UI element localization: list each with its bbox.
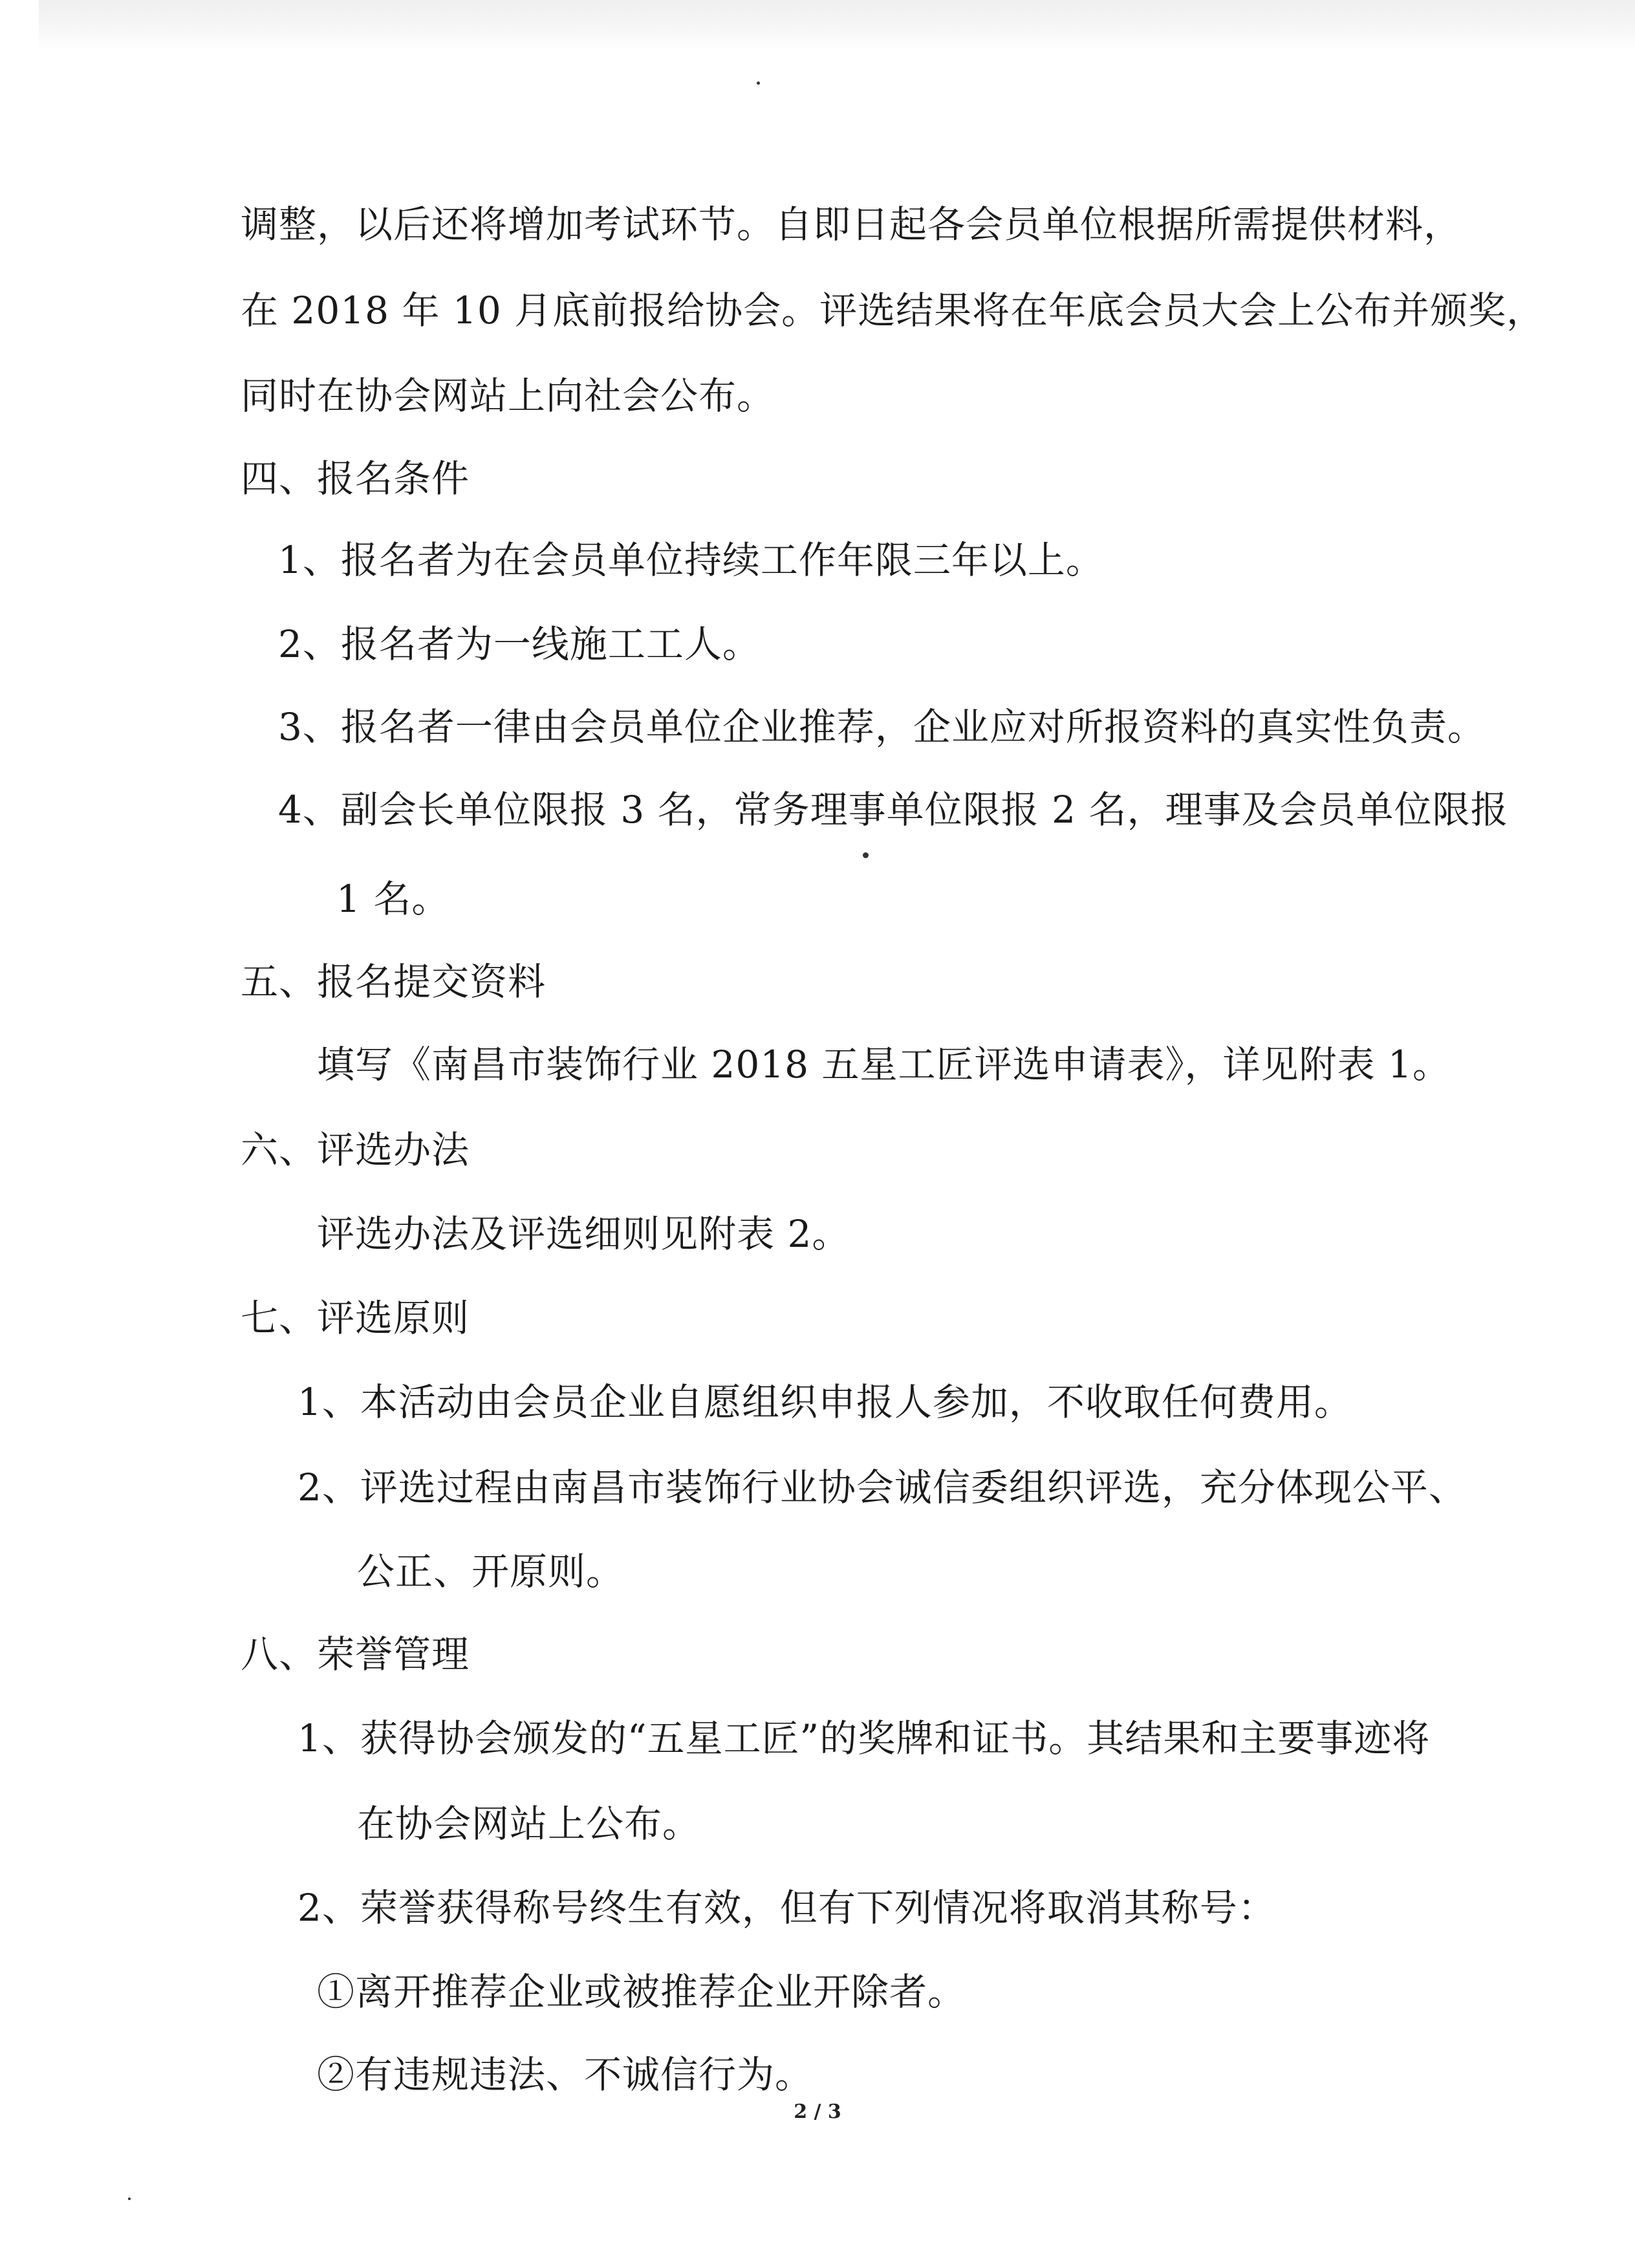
list-item: 4、副会长单位限报 3 名，常务理事单位限报 2 名，理事及会员单位限报 [278,788,1509,832]
list-item: 2、报名者为一线施工工人。 [278,622,761,666]
scan-speck [757,81,760,85]
body-line: 调整，以后还将增加考试环节。自即日起各会员单位根据所需提供材料， [241,202,1462,246]
list-item: 2、荣誉获得称号终生有效，但有下列情况将取消其称号： [298,1886,1276,1930]
scan-speck [128,2198,131,2200]
section-heading: 八、荣誉管理 [241,1632,470,1676]
list-item: 2、评选过程由南昌市装饰行业协会诚信委组织评选，充分体现公平、 [298,1465,1467,1509]
sub-list-item: ①离开推荐企业或被推荐企业开除者。 [317,1970,966,2014]
list-item-continuation: 在协会网站上公布。 [357,1802,701,1846]
scan-speck [863,852,869,858]
section-heading: 六、评选办法 [241,1128,470,1172]
list-item-continuation: 公正、开原则。 [357,1550,625,1593]
list-item: 1、报名者为在会员单位持续工作年限三年以上。 [278,538,1104,582]
body-line: 填写《南昌市装饰行业 2018 五星工匠评选申请表》，详见附表 1。 [317,1042,1451,1086]
scan-edge [39,0,1635,50]
body-line: 在 2018 年 10 月底前报给协会。评选结果将在年底会员大会上公布并颁奖， [241,288,1545,332]
list-item: 3、报名者一律由会员单位企业推荐，企业应对所报资料的真实性负责。 [278,705,1486,749]
section-heading: 四、报名条件 [241,457,470,501]
list-item: 1、获得协会颁发的“五星工匠”的奖牌和证书。其结果和主要事迹将 [298,1716,1431,1760]
body-line: 同时在协会网站上向社会公布。 [241,374,775,418]
sub-list-item: ②有违规违法、不诚信行为。 [317,2053,814,2097]
page-number: 2 / 3 [794,2101,841,2123]
section-heading: 七、评选原则 [241,1296,470,1340]
list-item-continuation: 1 名。 [336,877,450,921]
list-item: 1、本活动由会员企业自愿组织申报人参加，不收取任何费用。 [298,1380,1352,1424]
body-line: 评选办法及评选细则见附表 2。 [317,1212,850,1256]
section-heading: 五、报名提交资料 [241,960,547,1004]
